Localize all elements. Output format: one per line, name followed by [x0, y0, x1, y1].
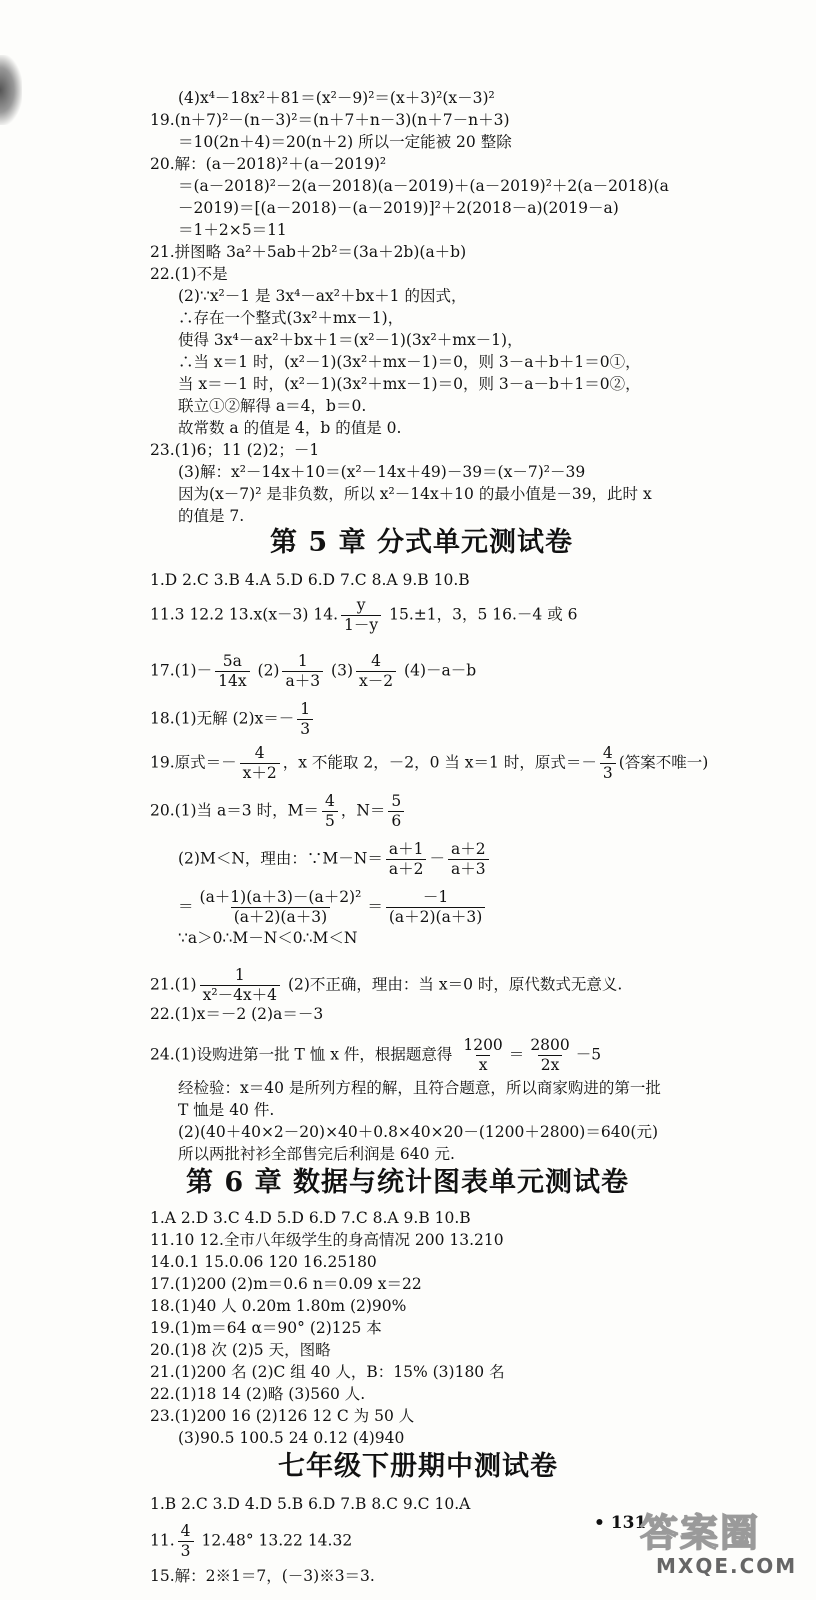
ch5-line-11-16 [150, 596, 578, 635]
denominator: a＋3 [448, 859, 489, 879]
ch6-line8: 21.(1)200 名 (2)C 组 40 人，B：15% (3)180 名 [150, 1363, 505, 1381]
numerator: a＋1 [388, 840, 424, 858]
chapter5-title: 第 5 章 分式单元测试卷 [270, 527, 573, 558]
text: (3) [331, 661, 353, 680]
ch6-line6: 19.(1)m＝64 α＝90° (2)125 本 [150, 1319, 382, 1337]
q19-line2: ＝10(2n＋4)＝20(n＋2) 所以一定能被 20 整除 [178, 133, 512, 151]
numerator: 5 [391, 792, 402, 810]
text: 15.±1，3，5 16.－4 或 6 [389, 605, 578, 624]
fraction [527, 1036, 572, 1075]
q23-line3: 因为(x－7)² 是非负数，所以 x²－14x＋10 的最小值是－39，此时 x [178, 485, 652, 503]
text: 24.(1)设购进第一批 T 恤 x 件，根据题意得 [150, 1045, 453, 1064]
text: 17.(1)－ [150, 661, 213, 680]
ch5-q18 [150, 700, 316, 739]
numerator: 1 [234, 966, 245, 984]
numerator: 1 [300, 700, 311, 718]
text: 21.(1) [150, 975, 197, 994]
numerator: (a＋1)(a＋3)－(a＋2)² [199, 888, 362, 906]
fraction [322, 792, 338, 831]
denominator: x [476, 1055, 491, 1075]
ch5-q20-line4: ∵a＞0∴M－N＜0∴M＜N [178, 929, 358, 947]
ch5-mc-answers: 1.D 2.C 3.B 4.A 5.D 6.D 7.C 8.A 9.B 10.B [150, 571, 470, 589]
ch6-line7: 20.(1)8 次 (2)5 天，图略 [150, 1341, 331, 1359]
text: (2)不正确，理由：当 x＝0 时，原代数式无意义. [287, 975, 623, 994]
q22-line4: 使得 3x⁴－ax²＋bx＋1＝(x²－1)(3x²＋mx－1)， [178, 331, 523, 349]
text: ＝ [508, 1045, 525, 1064]
q22-line2: (2)∵x²－1 是 3x⁴－ax²＋bx＋1 的因式， [178, 287, 467, 305]
ch5-q21 [150, 966, 622, 1005]
text: －5 [575, 1045, 602, 1064]
ch5-q24-line5: 所以两批衬衫全部售完后利润是 640 元. [178, 1145, 455, 1163]
ch6-line4: 17.(1)200 (2)m＝0.6 n＝0.09 x＝22 [150, 1275, 422, 1293]
chapter6-title: 第 6 章 数据与统计图表单元测试卷 [186, 1167, 629, 1198]
numerator: 1200 [463, 1036, 503, 1054]
denominator: 14x [215, 671, 249, 691]
numerator: 4 [602, 744, 613, 762]
text: (2) [257, 661, 280, 680]
mid-line2 [150, 1522, 352, 1561]
fraction [200, 966, 280, 1005]
numerator: a＋2 [450, 840, 486, 858]
q20-line3: －2019)＝[(a－2018)－(a－2019)]²＋2(2018－a)(2019－a) [178, 199, 619, 217]
fraction [386, 888, 485, 927]
fraction [282, 652, 323, 691]
watermark-logo: 答案圈 [640, 1510, 761, 1555]
numerator: 2800 [530, 1036, 570, 1054]
q22-line3: ∴存在一个整式(3x²＋mx－1)， [178, 309, 404, 327]
text: ，N＝ [340, 801, 386, 820]
q20-line4: ＝1＋2×5＝11 [178, 221, 287, 239]
ch6-line5: 18.(1)40 人 0.20m 1.80m (2)90% [150, 1297, 407, 1315]
numerator: －1 [422, 888, 449, 906]
q21-line: 21.拼图略 3a²＋5ab＋2b²＝(3a＋2b)(a＋b) [150, 243, 467, 261]
q23-line4: 的值是 7. [178, 507, 245, 525]
fraction [388, 792, 404, 831]
q23-line1: 23.(1)6；11 (2)2；－1 [150, 441, 320, 459]
q19-line1: 19.(n＋7)²－(n－3)²＝(n＋7＋n－3)(n＋7－n＋3) [150, 111, 510, 129]
fraction [197, 888, 365, 927]
numerator: 1 [297, 652, 308, 670]
q22-line7: 联立①②解得 a＝4，b＝0. [178, 397, 367, 415]
ch5-q20-line1 [150, 792, 407, 831]
numerator: 4 [324, 792, 335, 810]
ch5-q24-line2: 经检验：x＝40 是所列方程的解，且符合题意，所以商家购进的第一批 [178, 1079, 661, 1097]
ch6-line2: 11.10 12.全市八年级学生的身高情况 200 13.210 [150, 1231, 504, 1249]
text: (4)－a－b [404, 661, 477, 680]
ch5-q22: 22.(1)x＝－2 (2)a＝－3 [150, 1005, 324, 1023]
text: － [429, 849, 445, 868]
fraction [341, 596, 381, 635]
denominator: 3 [600, 763, 616, 783]
denominator: a＋3 [282, 671, 323, 691]
text: 18.(1)无解 (2)x＝－ [150, 709, 295, 728]
q22-line6: 当 x＝－1 时，(x²－1)(3x²＋mx－1)＝0，则 3－a－b＋1＝0②， [178, 375, 641, 393]
denominator: (a＋2)(a＋3) [231, 907, 330, 927]
ch5-q24-line3: T 恤是 40 件. [178, 1101, 275, 1119]
q22-line5: ∴当 x＝1 时，(x²－1)(3x²＋mx－1)＝0，则 3－a＋b＋1＝0①， [178, 353, 641, 371]
mid-line1: 1.B 2.C 3.D 4.D 5.B 6.D 7.B 8.C 9.C 10.A [150, 1495, 471, 1513]
denominator: (a＋2)(a＋3) [386, 907, 485, 927]
text: 11.3 12.2 13.x(x－3) 14. [150, 605, 339, 624]
numerator: 4 [180, 1522, 191, 1540]
fraction [448, 840, 489, 879]
denominator: x²－4x＋4 [200, 985, 280, 1005]
q22-line1: 22.(1)不是 [150, 265, 228, 283]
midterm-title: 七年级下册期中测试卷 [278, 1451, 558, 1482]
ch5-q20-line2 [178, 840, 492, 879]
ch6-line10: 23.(1)200 16 (2)126 12 C 为 50 人 [150, 1407, 415, 1425]
numerator: 4 [254, 744, 265, 762]
denominator: 2x [538, 1055, 563, 1075]
text: 11. [150, 1531, 175, 1550]
fraction [297, 700, 313, 739]
text: ，x 不能取 2，－2，0 当 x＝1 时，原式＝－ [282, 753, 597, 772]
ch6-line9: 22.(1)18 14 (2)略 (3)560 人. [150, 1385, 366, 1403]
fraction [356, 652, 396, 691]
fraction [460, 1036, 505, 1075]
denominator: 3 [178, 1541, 194, 1561]
text: ＝ [367, 897, 383, 916]
ch5-q19 [150, 744, 708, 783]
watermark-url: MXQE.COM [656, 1554, 798, 1578]
denominator: x＋2 [240, 763, 280, 783]
denominator: 5 [322, 811, 338, 831]
denominator: 1－y [341, 615, 381, 635]
numerator: 5a [222, 652, 242, 670]
fraction [215, 652, 249, 691]
q22-line8: 故常数 a 的值是 4，b 的值是 0. [178, 419, 402, 437]
mid-line3: 15.解：2※1＝7，(－3)※3＝3. [150, 1567, 375, 1585]
ch5-q17 [150, 652, 476, 691]
q23-line2: (3)解：x²－14x＋10＝(x²－14x＋49)－39＝(x－7)²－39 [178, 463, 586, 481]
ch6-line3: 14.0.1 15.0.06 120 16.25180 [150, 1253, 377, 1271]
denominator: x－2 [356, 671, 396, 691]
denominator: a＋2 [386, 859, 427, 879]
fraction [240, 744, 280, 783]
numerator: 4 [371, 652, 381, 670]
fraction [386, 840, 427, 879]
denominator: 6 [388, 811, 404, 831]
denominator: 3 [297, 719, 313, 739]
text: 20.(1)当 a＝3 时，M＝ [150, 801, 319, 820]
ch6-line1: 1.A 2.D 3.C 4.D 5.D 6.D 7.C 8.A 9.B 10.B [150, 1209, 471, 1227]
page-number: • 131 [594, 1513, 647, 1533]
text: ＝ [178, 897, 194, 916]
text: 12.48° 13.22 14.32 [201, 1531, 353, 1550]
text: (2)M＜N，理由：∵M－N＝ [178, 849, 383, 868]
ch5-q24-line4: (2)(40＋40×2－20)×40＋0.8×40×20－(1200＋2800)＝640(元) [178, 1123, 659, 1141]
q20-line2: ＝(a－2018)²－2(a－2018)(a－2019)＋(a－2019)²＋2(a－2018)(a [178, 177, 669, 195]
ch5-q20-line3 [178, 888, 488, 927]
line-4: (4)x⁴－18x²＋81＝(x²－9)²＝(x＋3)²(x－3)² [178, 89, 495, 107]
numerator: y [356, 596, 366, 614]
text: (答案不唯一) [618, 753, 709, 772]
ch6-line11: (3)90.5 100.5 24 0.12 (4)940 [178, 1429, 405, 1447]
fraction [178, 1522, 194, 1561]
watermark [628, 1500, 808, 1595]
text: 19.原式＝－ [150, 753, 237, 772]
ch5-q24-line1 [150, 1036, 601, 1075]
fraction [600, 744, 616, 783]
q20-line1: 20.解：(a－2018)²＋(a－2019)² [150, 155, 387, 173]
